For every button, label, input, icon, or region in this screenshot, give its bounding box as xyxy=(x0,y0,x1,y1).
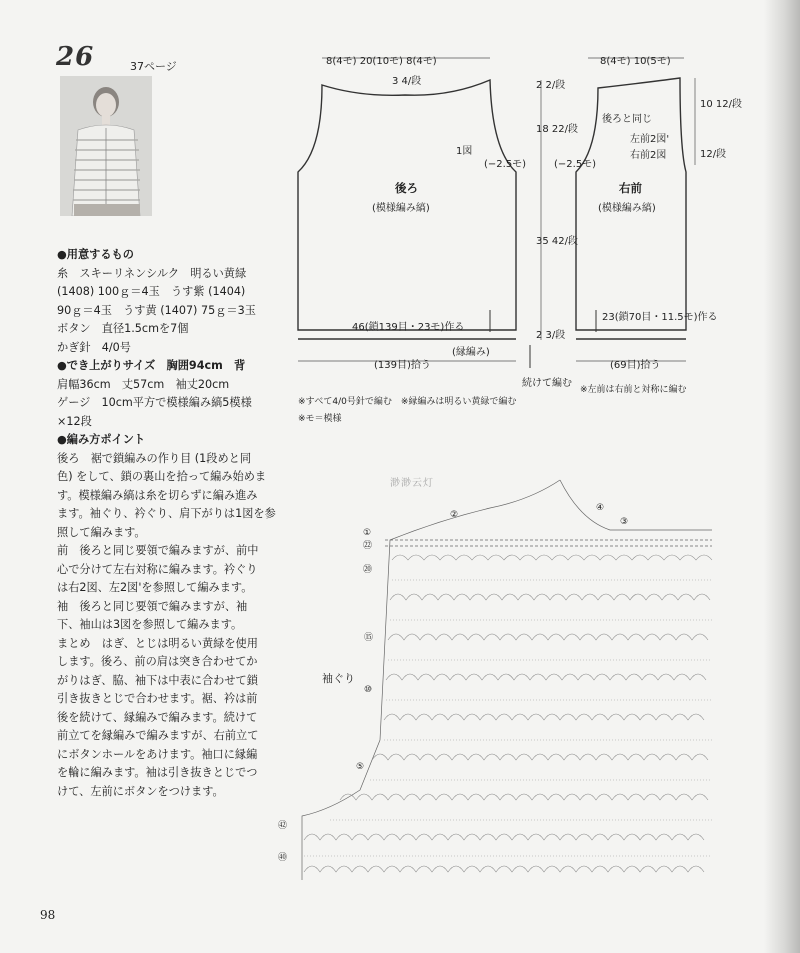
instruction-line: 前立てを縁編みで編みますが、右前立て xyxy=(57,729,259,742)
back-decrease: (−2.5モ) xyxy=(484,159,527,170)
size-line-2: 肩幅36cm 丈57cm 袖丈20cm xyxy=(57,377,230,391)
row-label-42: ㊷ xyxy=(278,821,288,831)
instruction-line: にボタンホールをあけます。袖口に縁編 xyxy=(57,747,258,761)
front-piece-stitch: (模様編み縞) xyxy=(598,203,656,214)
button-line: ボタン 直径1.5cmを7個 xyxy=(57,322,189,335)
back-piece-name: 後ろ xyxy=(395,181,418,195)
front-decrease: (−2.5モ) xyxy=(554,159,597,170)
row-label-22: ㉒ xyxy=(363,541,373,551)
yarn-line-2: (1408) 100ｇ＝4玉 うす紫 (1404) xyxy=(57,285,246,298)
instruction-line: します。後ろ、前の肩は突き合わせてか xyxy=(57,655,258,668)
armhole-label: 袖ぐり xyxy=(322,672,355,685)
side-dim-1: 2 2/段 xyxy=(536,80,566,91)
materials-heading: ●用意するもの xyxy=(57,248,134,261)
row-label-4: ④ xyxy=(596,503,605,513)
row-label-3: ③ xyxy=(620,517,629,527)
back-top-dimensions: 8(4モ) 20(10モ) 8(4モ) xyxy=(326,56,437,67)
instruction-line: 引き抜きとじで合わせます。裾、衿は前 xyxy=(57,692,258,705)
instruction-line: がりはぎ、脇、袖下は中表に合わせて鎖 xyxy=(57,673,258,687)
yarn-line-1: 糸 スキーリネンシルク 明るい黄緑 xyxy=(57,266,247,280)
back-neck-drop: 3 4/段 xyxy=(392,76,422,87)
row-label-10: ⑩ xyxy=(364,685,373,695)
page-reference: 37ページ xyxy=(130,60,177,73)
size-heading: ●でき上がりサイズ 胸囲94cm 背 xyxy=(57,359,246,372)
note-line-1: ※すべて4/0号針で編む ※縁編みは明るい黄緑で編む xyxy=(298,397,517,407)
instruction-line: 前 後ろと同じ要領で編みますが、前中 xyxy=(57,544,259,557)
front-same-as-back: 後ろと同じ xyxy=(602,114,652,125)
row-label-20: ⑳ xyxy=(363,565,373,575)
left-front-note: ※左前は右前と対称に編む xyxy=(580,385,687,395)
note-line-2: ※モ＝模様 xyxy=(298,414,342,424)
instruction-line: す。模様編み縞は糸を切らずに編み進み xyxy=(57,488,258,502)
pattern-number: 26 xyxy=(56,42,95,72)
instruction-line: を輪に編みます。袖は引き抜きとじでつ xyxy=(57,766,258,779)
yarn-line-3: 90ｇ＝4玉 うす黄 (1407) 75ｇ＝3玉 xyxy=(57,303,256,317)
back-pickup: (139目)拾う xyxy=(374,360,431,371)
side-dim-2: 18 22/段 xyxy=(536,124,578,135)
row-label-5: ⑤ xyxy=(356,762,365,772)
row-label-15: ⑮ xyxy=(364,633,374,643)
back-figure-label: 1図 xyxy=(456,146,473,157)
front-piece-name: 右前 xyxy=(619,181,642,195)
front-fig-right: 右前2図 xyxy=(630,150,667,161)
instruction-line: 後ろ 裾で鎖編みの作り目 (1段めと同 xyxy=(57,451,252,465)
size-line-4: ×12段 xyxy=(57,414,92,428)
front-right-dim-2: 12/段 xyxy=(700,149,727,160)
front-right-dim: 10 12/段 xyxy=(700,99,742,110)
instruction-line: 下、袖山は3図を参照して編みます。 xyxy=(57,618,243,631)
page-number: 98 xyxy=(40,908,56,922)
row-label-1: ① xyxy=(363,528,372,538)
instruction-line: 後を続けて、縁編みで編みます。続けて xyxy=(57,710,258,724)
instruction-line: は右2図、左2図'を参照して編みます。 xyxy=(57,581,253,594)
front-pickup: (69目)拾う xyxy=(610,360,661,371)
hook-line: かぎ針 4/0号 xyxy=(57,340,131,354)
front-top-dimensions: 8(4モ) 10(5モ) xyxy=(600,56,671,67)
side-dim-4: 2 3/段 xyxy=(536,330,566,341)
front-foundation: 23(鎖70目・11.5モ)作る xyxy=(602,312,718,323)
instruction-line: 照して編みます。 xyxy=(57,525,146,539)
back-piece-stitch: (模様編み縞) xyxy=(372,203,430,214)
row-label-2: ② xyxy=(450,510,459,520)
instruction-line: けて、左前にボタンをつけます。 xyxy=(57,784,224,798)
instructions-heading: ●編み方ポイント xyxy=(57,433,146,446)
row-label-40: ㊵ xyxy=(278,853,288,863)
instruction-line: ます。袖ぐり、衿ぐり、肩下がりは1図を参 xyxy=(57,507,276,520)
size-line-3: ゲージ 10cm平方で模様編み縞5模様 xyxy=(57,396,252,409)
instruction-line: 色) をして、鎖の裏山を拾って編み始めま xyxy=(57,470,267,483)
instruction-line: 心で分けて左右対称に編みます。衿ぐり xyxy=(57,562,258,576)
front-fig-left: 左前2図' xyxy=(630,134,670,145)
instruction-line: まとめ はぎ、とじは明るい黄緑を使用 xyxy=(57,636,258,650)
back-foundation: 46(鎖139目・23モ)作る xyxy=(352,322,465,333)
instruction-line: 袖 後ろと同じ要領で編みますが、袖 xyxy=(57,599,248,613)
continue-knit-label: 続けて編む xyxy=(522,378,572,389)
side-dim-3: 35 42/段 xyxy=(536,236,578,247)
watermark: 渺渺云灯 xyxy=(390,478,434,489)
back-edging: (縁編み) xyxy=(452,347,490,358)
